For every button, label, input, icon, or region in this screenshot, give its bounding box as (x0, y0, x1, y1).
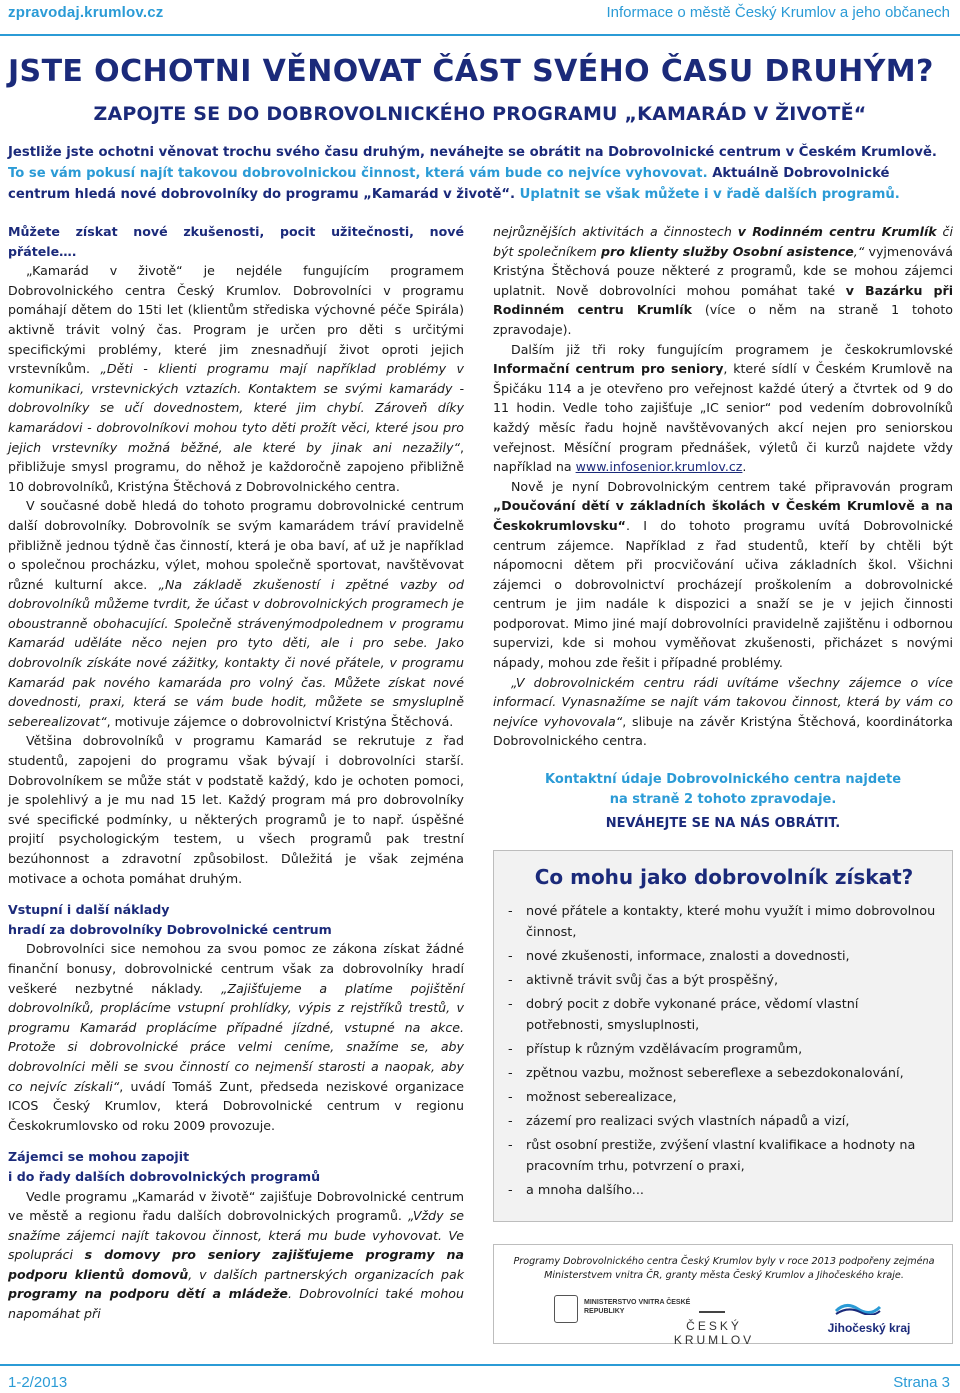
quote: Můžete získat nové dovednosti, praxi, která se vám bude hodit, můžete se smysluplně seberealizovat“ (8, 674, 465, 729)
list-item (508, 946, 938, 967)
text-bold: Informační centrum pro seniory (493, 361, 724, 377)
list-item (508, 1039, 938, 1060)
issue-number: 1-2/2013 (8, 1374, 68, 1391)
contact-info (493, 770, 953, 834)
list-item (508, 994, 938, 1036)
site-name[interactable]: zpravodaj.krumlov.cz (8, 4, 164, 21)
lion-icon (554, 1295, 578, 1323)
text: V současné době hledá do tohoto programu dobrovolnické centrum další dobrovolníky. Dobrovolník se svým kamarádem tráví pravidelně přibližně jednou týdně čas činností, která je oba baví, ať už je například o společnou procházku, výlet, mohou společně sportovat, navštěvovat různé kulturní akce. (8, 498, 464, 592)
text: , které sídlí v Českém Krumlově na Špičáku 114 a je otevřeno pro veřejnost každé úterý a čtvrtek od 9 do 11 hodin. Vedle toho zajišťuje „IC senior“ pod vedením dobrovolníků každý měsíc řadu hojně navštěvovaných akcí nejen pro seniorskou veřejnost. Měsíční program přednášek, výletů či kurzů najdete vždy například na (493, 361, 953, 475)
footer-rule (0, 1364, 960, 1366)
list-dash: - (508, 1183, 513, 1198)
quote: „V dobrovolnickém centru rádi uvítáme všechny zájemce o více informací. Vynasnažíme se najít vám takovou činnost, která by vám co nejvíce vyhovovala“ (493, 674, 953, 729)
list-item-text: nové přátele a kontakty, které mohu využít i mimo dobrovolnou činnost, (526, 904, 936, 940)
quote: „Děti - klienti programu mají například problémy v komunikaci, vrstevnických vztazích. Kontaktem se svými kamarády - dobrovolníky se učí dovednostem, které jim chybí. Zároveň díky kamarádovi - dobrovolníkovi mohou tyto děti prožít věci, které jsou pro jejich vrstevníky možná běžné, ale které by jinak ani nezažily“ (8, 361, 464, 455)
list-item-text: zázemí pro realizaci svých vlastních nápadů a vizí, (526, 1114, 850, 1129)
paragraph: Většina dobrovolníků v programu Kamarád se rekrutuje z řad studentů, zapojeni do programu však bývají i dobrovolníci starší. Dobrovolníkem se může stát v podstatě každý, kdo je ochoten pomoci, je spolehlivý a je mu nad 15 let. Každý program má pro dobrovolníky své specifické podmínky, u některých programů je to např. úspěšné projití psychologickým testem, u všech programů pak trestní bezúhonnost a zdravotní způsobilost. Důležitá je však zejména motivace a ochota pomáhat druhým. (8, 733, 464, 886)
list-item-text: a mnoha dalšího... (526, 1183, 644, 1198)
paragraph (493, 222, 953, 340)
text: Dalším již tři roky fungujícím programem je českokrumlovské (511, 341, 953, 357)
jihocesky-kraj-logo-text: Jihočeský kraj (827, 1321, 911, 1335)
sponsors-note: Programy Dobrovolnického centra Český Krumlov byly v roce 2013 podpořeny zejména Ministerstvem vnitra ČR, granty města Český Krumlov a Jihočeského kraje. (513, 1256, 935, 1281)
benefits-box (493, 850, 953, 1222)
quote: „Zajišťujeme a platíme pojištění dobrovolníků, proplácíme vstupní prohlídky, výpis z rejstříků trestů, v programu Kamarád proplácíme případné jízdné, vstupné na akce. Protože si dobrovolnické práce velmi ceníme, snažíme se, aby dobrovolníci měli se svou činností co nejmenší starosti a naopak, aby co nejvíc získali“ (8, 980, 464, 1094)
section-heading-2a: Vstupní i další náklady (8, 902, 170, 918)
section-heading-2b: hradí za dobrovolníky Dobrovolnické centrum (8, 921, 332, 937)
sponsors-box (493, 1244, 953, 1347)
section-heading-3b: i do řady dalších dobrovolnických programů (8, 1168, 321, 1184)
list-item (508, 1087, 938, 1108)
lead-part-4: Uplatnit se však můžete i v řadě dalších programů. (519, 187, 900, 202)
paragraph (8, 1187, 464, 1324)
list-dash: - (508, 1138, 513, 1153)
text: Dobrovolníci sice nemohou za svou pomoc ze zákona získat žádné finanční bonusy, dobrovolnické centrum však za dobrovolníky hradí veškeré nezbytné náklady. (8, 941, 464, 996)
list-dash: - (508, 997, 513, 1012)
left-column (8, 222, 464, 1324)
list-item-text: přístup k různým vzdělávacím programům, (526, 1042, 803, 1057)
text: , přibližuje smysl programu, do něhož je každoročně zapojeno přibližně 10 dobrovolníků, Kristýna Štěchová z Dobrovolnického centra. (8, 439, 464, 494)
list-dash: - (508, 1066, 513, 1081)
contact-cta: NEVÁHEJTE SE NA NÁS OBRÁTIT. (605, 816, 841, 831)
list-item-text: růst osobní prestiže, zvýšení vlastní kvalifikace a hodnoty na pracovním trhu, potvrzení o praxi, (526, 1138, 916, 1174)
list-item-text: nové zkušenosti, informace, znalosti a dovednosti, (526, 949, 850, 964)
list-item (508, 1063, 938, 1084)
list-item (508, 1111, 938, 1132)
quote-bold: pro klienty služby Osobní asistence (601, 243, 854, 259)
text: (více o něm na straně 1 tohoto zpravodaje). (493, 302, 953, 337)
list-item-text: možnost seberealizace, (526, 1090, 677, 1105)
lead-part-3: Aktuálně Dobrovolnické centrum hledá nové dobrovolníky do programu „Kamarád v životě“. (8, 166, 890, 202)
text: Nově je nyní Dobrovolnickým centrem také připravován program (511, 478, 953, 494)
ministry-logo-text: MINISTERSTVO VNITRA ČESKÉ REPUBLIKY (584, 1299, 691, 1315)
paragraph (493, 477, 953, 673)
jihocesky-kraj-logo (814, 1301, 924, 1337)
section-heading-3a: Zájemci se mohou zapojit (8, 1149, 190, 1165)
quote: nejrůznějších aktivitách a činnostech (493, 224, 738, 239)
list-dash: - (508, 973, 513, 988)
list-dash: - (508, 1042, 513, 1057)
lead-part-1: Jestliže jste ochotni věnovat trochu svého času druhým, neváhejte se obrátit na Dobrovolnické centrum v Českém Krumlově. (8, 145, 937, 160)
text: Vedle programu „Kamarád v životě“ zajišťuje Dobrovolnické centrum ve městě a regionu řadu dalších dobrovolnických programů. (8, 1188, 464, 1224)
text-bold: „Doučování dětí v základních školách v Českém Krumlově a na Českokrumlovsku“ (493, 498, 953, 533)
list-item-text: zpětnou vazbu, možnost sebereflexe a sebezdokonalování, (526, 1066, 904, 1081)
cesky-krumlov-logo (644, 1299, 784, 1347)
spacer (8, 1135, 464, 1147)
lead-part-2: To se vám pokusí najít takovou dobrovolnickou činnost, která vám bude co nejvíce vyhovovat. (8, 166, 713, 181)
list-item-text: dobrý pocit z dobře vykonané práce, vědomí vlastní potřebnosti, smysluplnosti, (526, 997, 859, 1033)
quote-bold: s domovy pro seniory zajišťujeme programy na podporu klientů domovů (8, 1247, 465, 1282)
quote-bold: programy na podporu dětí a mládeže (8, 1286, 288, 1302)
text: . I do tohoto programu uvítá Dobrovolnické centrum zájemce. Například z řad studentů, kteří by chtěli být nápomocni dětem při procvičování učiva základních škol. Všichni zájemci o dobrovolnictví procházejí proškolením a dobrovolnické centrum je jim nadále k dispozici a snaží se je v jejich činnosti podporovat. Mimo jiné mají dobrovolníci pravidelně zajištěnu i odbornou supervizi, kde si mohou vyměňovat zkušenosti, přicházet s novými nápady, mohou zde řešit i případné problémy. (493, 517, 953, 671)
list-dash: - (508, 904, 513, 919)
quote: . Dobrovolníci také mohou napomáhat při (8, 1286, 464, 1322)
cesky-krumlov-logo-text: ČESKÝ KRUMLOV (673, 1319, 755, 1347)
quote-bold: v Rodinném centru Krumlík (737, 224, 937, 239)
text: , slibuje na závěr Kristýna Štěchová, koordinátorka Dobrovolnického centra. (493, 713, 953, 749)
list-item (508, 1135, 938, 1177)
contact-line-1: Kontaktní údaje Dobrovolnického centra najdete (544, 772, 902, 787)
text: , uvádí Tomáš Zunt, předseda neziskové organizace ICOS Český Krumlov, která Dobrovolnické centrum v regionu Českokrumlovsko od roku 2009 provozuje. (8, 1078, 464, 1133)
quote: ,“ (853, 243, 865, 259)
list-dash: - (508, 949, 513, 964)
spacer (8, 888, 464, 900)
subheadline: ZAPOJTE SE DO DOBROVOLNICKÉHO PROGRAMU „KAMARÁD V ŽIVOTĚ“ (93, 103, 867, 125)
wave-icon (834, 1301, 882, 1315)
lead-paragraph (8, 142, 953, 205)
paragraph (8, 496, 464, 731)
benefits-list (508, 901, 938, 1204)
list-item (508, 901, 938, 943)
page-number: Strana 3 (893, 1374, 950, 1391)
list-dash: - (508, 1090, 513, 1105)
paragraph (8, 939, 464, 1135)
text: „Kamarád v životě“ je nejdéle fungujícím programem Dobrovolnického centra Český Krumlov. Dobrovolníci v programu pomáhají dětem do 15ti let (klientům střediska výchovné péče Spirála) aktivně trávit volný čas. Program je určen pro děti s určitými specifickými problémy, které jim znesnadňují život oproti jejich vrstevníkům. (8, 263, 464, 377)
castle-icon (699, 1299, 725, 1313)
text: . (742, 459, 747, 475)
text: vyjmenovává Kristýna Štěchová pouze některé z programů, kde se mohou zájemci uplatnit. Nově dobrovolníci mohou pomáhat také (493, 243, 953, 298)
section-heading-1: Můžete získat nové zkušenosti, pocit užitečnosti, nové přátele…. (8, 224, 464, 259)
paragraph (493, 340, 953, 477)
quote: „Vždy se snažíme zájemci najít takovou činnost, která mu bude vyhovovat. Ve spolupráci (8, 1208, 464, 1263)
paragraph (8, 261, 464, 496)
right-column (493, 222, 953, 751)
text-bold: v Bazárku při Rodinném centru Krumlík (493, 282, 954, 318)
headline: JSTE OCHOTNI VĚNOVAT ČÁST SVÉHO ČASU DRUHÝM? (8, 54, 934, 89)
list-item-text: aktivně trávit svůj čas a být prospěšný, (526, 973, 779, 988)
quote: či být společníkem (493, 224, 953, 259)
infosenior-link[interactable]: www.infosenior.krumlov.cz (575, 459, 743, 475)
header-tagline: Informace o městě Český Krumlov a jeho občanech (606, 4, 950, 21)
header-rule (0, 34, 960, 36)
list-item (508, 1180, 938, 1201)
benefits-title: Co mohu jako dobrovolník získat? (534, 865, 914, 889)
top-bar (0, 0, 960, 34)
list-item (508, 970, 938, 991)
contact-line-2: na straně 2 tohoto zpravodaje. (609, 792, 837, 807)
quote: „Na základě zkušeností i zpětné vazby od dobrovolníků můžeme tvrdit, že účast v dobrovolnických programech je oboustranně obohacující. Společně strávenýmodpolednem v programu Kamarád uděláte něco nejen pro tyto děti, ale i pro sebe. Jako dobrovolník získáte nové zážitky, kontakty či nové přátele, v programu Kamarád pak nového kamaráda pro volný čas. (8, 576, 464, 690)
text: , motivuje zájemce o dobrovolnictví Kristýna Štěchová. (106, 713, 454, 729)
paragraph (493, 673, 953, 751)
quote: , v dalších partnerských organizacích pak (188, 1266, 464, 1282)
list-dash: - (508, 1114, 513, 1129)
